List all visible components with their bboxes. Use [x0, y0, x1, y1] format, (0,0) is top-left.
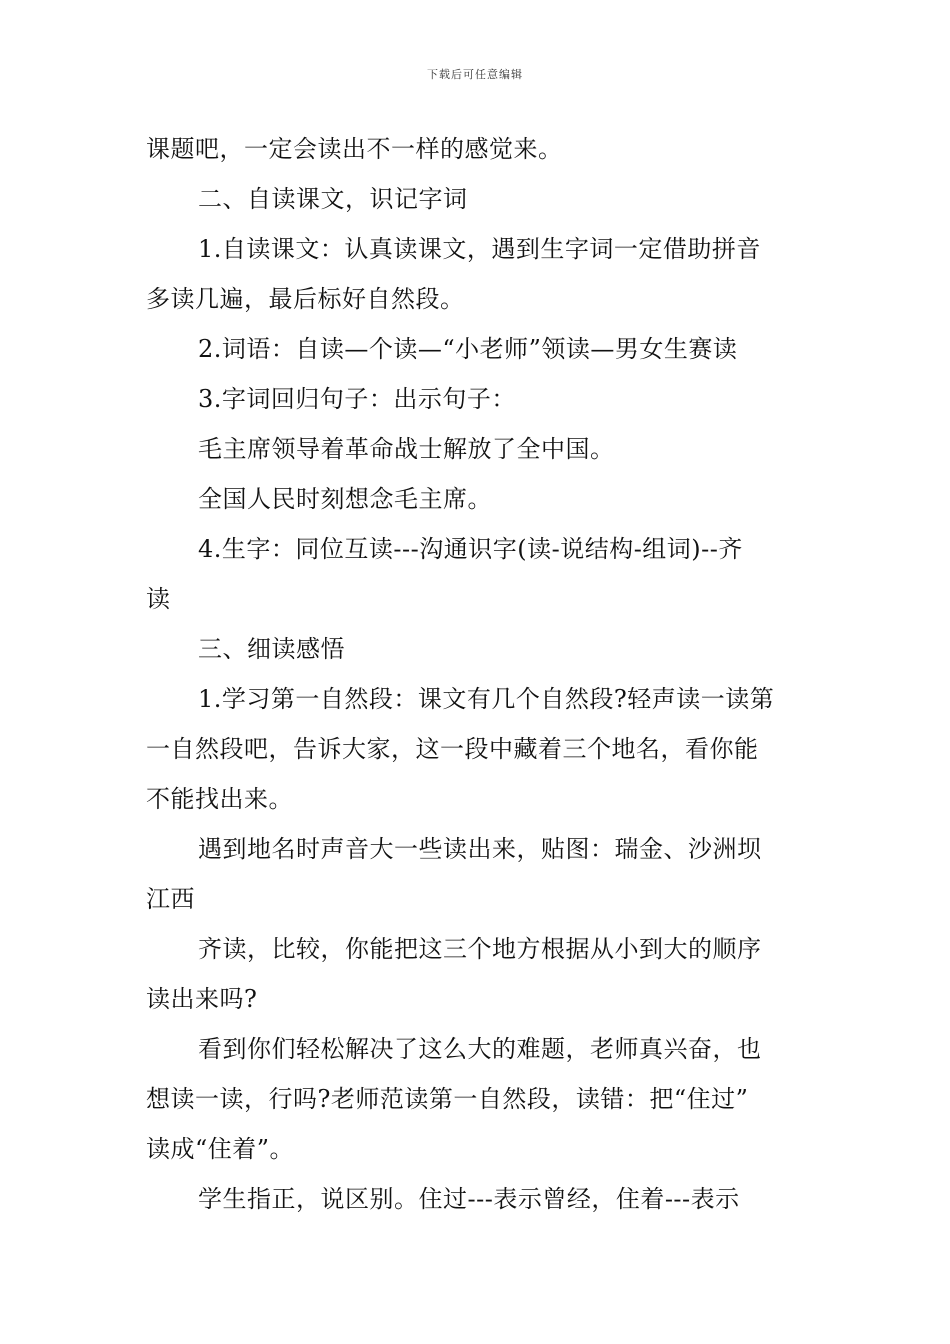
text-line: 1.自读课文：认真读课文，遇到生字词一定借助拼音 — [198, 235, 761, 263]
text-line: 2.词语：自读—个读—“小老师”领读—男女生赛读 — [198, 335, 738, 363]
example-sentence: 毛主席领导着革命战士解放了全中国。 — [198, 435, 615, 463]
text-line: 课题吧，一定会读出不一样的感觉来。 — [146, 135, 563, 163]
text-line: 3.字词回归句子：出示句子： — [198, 385, 516, 413]
text-line: 看到你们轻松解决了这么大的难题，老师真兴奋，也 — [198, 1035, 762, 1063]
document-body — [146, 124, 806, 1224]
text-line: 读 — [146, 585, 171, 613]
section-heading: 三、细读感悟 — [198, 635, 345, 663]
text-line: 一自然段吧，告诉大家，这一段中藏着三个地名，看你能 — [146, 735, 759, 763]
text-line: 读出来吗? — [146, 985, 258, 1013]
example-sentence: 全国人民时刻想念毛主席。 — [198, 485, 492, 513]
text-line: 读成“住着”。 — [146, 1135, 295, 1163]
text-line: 多读几遍，最后标好自然段。 — [146, 285, 465, 313]
section-heading: 二、自读课文，识记字词 — [198, 185, 468, 213]
text-line: 遇到地名时声音大一些读出来，贴图：瑞金、沙洲坝 — [198, 835, 762, 863]
text-line: 江西 — [146, 885, 195, 913]
text-line: 学生指正，说区别。住过---表示曾经，住着---表示 — [198, 1185, 740, 1213]
text-line: 1.学习第一自然段：课文有几个自然段?轻声读一读第 — [198, 685, 775, 713]
page-header: 下载后可任意编辑 — [427, 68, 523, 81]
text-line: 不能找出来。 — [146, 785, 293, 813]
text-line: 齐读，比较，你能把这三个地方根据从小到大的顺序 — [198, 935, 762, 963]
text-line: 想读一读，行吗?老师范读第一自然段，读错：把“住过” — [146, 1085, 749, 1113]
text-line: 4.生字：同位互读---沟通识字(读-说结构-组词)--齐 — [198, 535, 743, 563]
